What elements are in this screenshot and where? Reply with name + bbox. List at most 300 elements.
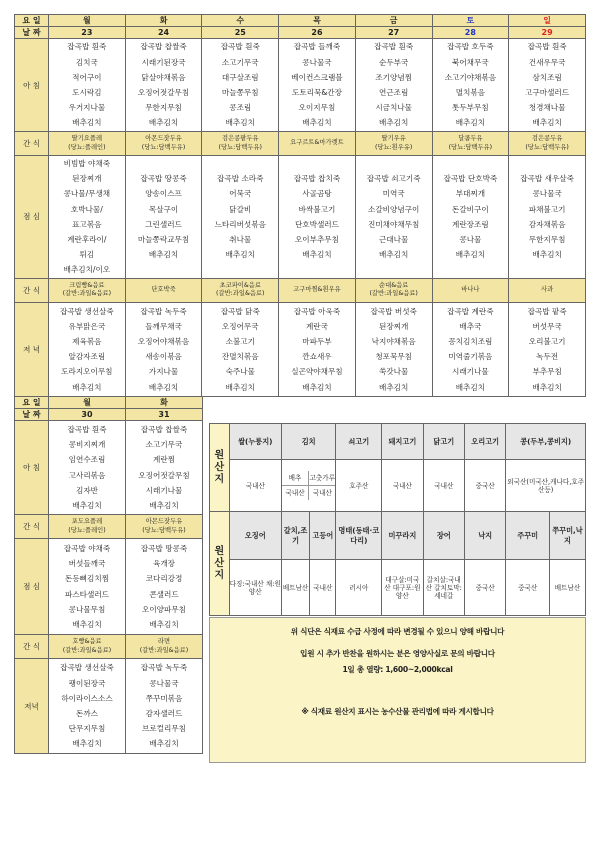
menu-item: 마늘쫑락교무침 (137, 235, 190, 245)
menu-item: 순대&음료 (379, 281, 409, 289)
menu-item: 단호박샐러드 (294, 219, 339, 229)
menu-item: 호박나물/ (70, 204, 103, 214)
menu-item: 잡곡밥 호두죽 (447, 42, 494, 52)
menu-item: 진미채야채무침 (367, 219, 420, 229)
menu-item: 미역국 (382, 189, 405, 199)
menu-item: 오징어무국 (221, 321, 259, 331)
meal-label: 간 식 (15, 635, 49, 659)
meal-row (15, 421, 203, 515)
menu-item: 배추김치 (149, 739, 179, 749)
menu-item: 딸기요플레 (71, 135, 103, 142)
menu-item: 부대찌개 (455, 189, 486, 199)
menu-item: 잡곡밥 생선살죽 (60, 663, 114, 673)
origin-head: 오징어 (229, 512, 281, 560)
menu-item: 고구마샐러드 (525, 88, 570, 97)
menu-item: 배추김치 (225, 250, 255, 260)
menu-item: 잡곡밥 찹치죽 (293, 174, 341, 184)
origin-head: 고등어 (310, 512, 336, 560)
meal-cell (202, 302, 279, 396)
day-cell: 월 (49, 15, 126, 27)
menu-item: 시래기나물 (452, 367, 489, 377)
snack-row (15, 278, 586, 302)
menu-item: 잡곡밥 소라죽 (217, 174, 264, 184)
menu-item: 콩나물국 (532, 189, 562, 199)
menu-item: 검은콩팥두유 (222, 135, 259, 142)
origin-value: 다징:국내산 채:원양산 (229, 560, 281, 616)
menu-item: 목살구이 (148, 204, 179, 214)
weekly-menu-table-2 (14, 396, 203, 754)
menu-item: 브로컬리무침 (141, 724, 186, 734)
day-header-label: 요 일 (15, 15, 49, 27)
menu-item: 도라지오이무침 (61, 367, 113, 377)
notice-box (209, 617, 586, 763)
menu-item: 콩나물 (459, 235, 482, 245)
meal-cell (125, 302, 202, 396)
origin-head: 콩(두부,콩비지) (506, 424, 586, 460)
menu-item: 임연수조림 (68, 455, 106, 465)
kimchi-sub: 국내산 (282, 486, 309, 500)
menu-item: 크림빵&음료 (69, 281, 105, 289)
menu-item: 초코파이&음료 (219, 281, 261, 289)
menu-item: 코다리강정 (145, 574, 183, 584)
menu-item: 실곤약야채무침 (291, 367, 343, 377)
menu-item: 잡곡밥 팥죽 (527, 306, 567, 316)
date-cell: 28 (432, 27, 509, 39)
date-row (15, 409, 203, 421)
origin-value: 대구살:미국산 대구포:원양산 (382, 560, 423, 616)
day-cell: 일 (509, 15, 586, 27)
menu-item: 잡곡밥 닭죽 (220, 306, 260, 316)
origin-head: 장어 (423, 512, 464, 560)
day-cell: 수 (202, 15, 279, 27)
snack-cell (432, 278, 509, 302)
menu-item: 배추김치 (72, 382, 102, 392)
menu-item: 검은콩두유 (531, 135, 563, 142)
menu-item: 적어구이 (72, 72, 102, 82)
menu-item: 배추김치 (378, 250, 409, 260)
menu-item: 계란후라이/ (67, 235, 107, 245)
menu-item: 무한지무침 (528, 235, 566, 245)
menu-item: 계란국 (305, 321, 328, 331)
meal-row (15, 39, 586, 132)
menu-item: 아몬드잣두유 (145, 518, 183, 525)
meal-cell (509, 39, 586, 132)
meal-cell (49, 302, 126, 396)
meal-cell (126, 421, 203, 515)
menu-item: 콩조림 (229, 103, 252, 113)
menu-item: 양송이스프 (145, 189, 182, 199)
snack-cell (202, 132, 279, 156)
menu-item: 팽이된장국 (68, 678, 106, 688)
menu-item: 잡곡밥 흰죽 (67, 424, 107, 434)
menu-item: 파스타샐러드 (64, 589, 109, 599)
menu-item: 버섯무국 (532, 321, 562, 331)
menu-item: 베이컨스크램블 (291, 72, 343, 82)
menu-item: 오징어젓갈무침 (138, 470, 190, 480)
snack-cell (279, 278, 356, 302)
menu-item: 꽁치김치조림 (448, 336, 493, 346)
origin-value: 국내산 (423, 460, 464, 512)
origin-head: 오리고기 (464, 424, 505, 460)
menu-item: (당뇨:담백두유) (142, 526, 186, 534)
menu-body (15, 421, 203, 754)
meal-row (15, 302, 586, 396)
origin-head: 돼지고기 (382, 424, 423, 460)
menu-item: 잡곡밥 계란죽 (447, 306, 494, 316)
meal-cell (126, 659, 203, 754)
snack-cell (125, 132, 202, 156)
menu-item: (갈반:과일&음료) (369, 290, 418, 298)
menu-item: 아몬드잣두유 (145, 135, 182, 142)
meal-label: 저 녁 (15, 302, 49, 396)
origin-value: 베트남산 (549, 560, 585, 616)
menu-item: 마파두부 (302, 336, 332, 346)
menu-item: 시금치나물 (375, 103, 412, 113)
menu-item: 제육볶음 (72, 336, 102, 346)
menu-item: 된장찌개 (72, 174, 102, 184)
menu-item: 오이부추무침 (294, 235, 339, 245)
menu-item: 잡곡밥 생선살죽 (59, 306, 114, 316)
meal-label: 아 침 (15, 421, 49, 515)
menu-item: (당뇨:플레인) (68, 526, 106, 534)
origin-header-row-1 (210, 424, 586, 460)
menu-item: 배추김치 (149, 619, 179, 629)
menu-item: 멸치볶음 (455, 88, 486, 97)
menu-item: 배추김치 (455, 382, 486, 392)
menu-item: 새송이볶음 (145, 352, 182, 362)
menu-item: 고구마찜&흰우유 (293, 285, 341, 293)
menu-item: 배추김치 (225, 382, 255, 392)
snack-cell (509, 278, 586, 302)
snack-cell (49, 515, 126, 539)
menu-item: 배추김치 (532, 250, 562, 260)
snack-cell (49, 635, 126, 659)
meal-label: 저녁 (15, 659, 49, 754)
menu-item: 사과 (541, 285, 554, 293)
menu-item: 바나나 (461, 285, 480, 293)
menu-item: 잡곡밥 흰죽 (67, 42, 107, 52)
day-cell: 화 (125, 15, 202, 27)
menu-item: 배추김치 (72, 739, 102, 749)
origin-value: 베트남산 (281, 560, 309, 616)
meal-cell (279, 302, 356, 396)
meal-label: 간 식 (15, 278, 49, 302)
menu-item: 호빵&음료 (72, 638, 102, 645)
menu-item: 알감자조림 (68, 352, 106, 362)
menu-item: 비빔밥 야채죽 (63, 159, 111, 168)
snack-cell (279, 132, 356, 156)
notice-line: ※ 식재료 원산지 표시는 농수산물 관리법에 따라 게시합니다 (301, 707, 494, 716)
meal-cell (432, 39, 509, 132)
menu-item: 잡곡밥 단호박죽 (443, 174, 498, 184)
menu-item: 하이라이스소스 (61, 693, 113, 703)
day-cell: 금 (355, 15, 432, 27)
day-cell: 토 (432, 15, 509, 27)
snack-cell (355, 132, 432, 156)
origin-head: 갈치,조기 (281, 512, 309, 560)
meal-cell (202, 39, 279, 132)
day-row (15, 15, 586, 27)
menu-item: 취나물 (229, 235, 252, 245)
meal-label: 점 심 (15, 156, 49, 279)
meal-cell (49, 156, 126, 279)
origin-head: 명태(동태·코다리) (336, 512, 382, 560)
menu-item: 표고볶음 (72, 219, 102, 229)
menu-item: 배추김치 (148, 118, 179, 128)
menu-item: 닭갈비 (229, 204, 252, 214)
menu-item: (당뇨:담백두유) (218, 143, 263, 151)
menu-item: 낙지야채볶음 (371, 336, 416, 346)
menu-item: 김자반 (75, 485, 98, 495)
meal-label: 점 심 (15, 539, 49, 635)
menu-item: 배추김치 (455, 250, 486, 260)
kimchi-sub: 배추 (282, 471, 309, 485)
menu-item: 소고기무국 (221, 57, 259, 67)
menu-item: 북어채무국 (452, 57, 489, 67)
origin-value: 러시아 (336, 560, 382, 616)
menu-item: 배추김치 (378, 118, 409, 128)
menu-item: 조기양념찜 (375, 72, 412, 82)
kimchi-sub: 국내산 (312, 489, 332, 497)
menu-item: (갈반:과일&음료) (62, 290, 112, 298)
origin-head: 쌀(누룽지) (229, 424, 281, 460)
snack-cell (202, 278, 279, 302)
day-row (15, 397, 203, 409)
menu-item: 배추김치 (72, 619, 102, 629)
menu-item: 우거지나물 (68, 103, 106, 113)
meal-cell (432, 302, 509, 396)
menu-item: (갈반:과일&음료) (216, 290, 265, 298)
menu-item: 소고기무국 (145, 440, 183, 450)
menu-item: 소갈비양념구이 (367, 204, 420, 214)
meal-cell (355, 39, 432, 132)
menu-item: 소불고기 (225, 336, 255, 346)
menu-item: 잔멸치볶음 (221, 352, 259, 362)
meal-cell (49, 421, 126, 515)
menu-item: (당뇨:담백두유) (141, 143, 186, 151)
menu-item: 잡곡밥 버섯죽 (370, 306, 417, 316)
day-cell: 화 (126, 397, 203, 409)
menu-item: 콩나물국 (149, 678, 179, 688)
date-cell: 30 (49, 409, 126, 421)
menu-item: 돈까스 (75, 709, 98, 718)
origin-value: 갈치살:국내산 갈치토막:세네갈 (423, 560, 464, 616)
menu-item: 청경채나물 (528, 103, 566, 113)
origin-value: 중국산 (506, 560, 550, 616)
menu-item: (갈반:과일&음료) (139, 646, 189, 654)
day-header-label: 요 일 (15, 397, 49, 409)
menu-item: 감자샐러드 (145, 709, 183, 718)
menu-item: 요구르트&마가렛트 (290, 139, 344, 147)
menu-item: (당뇨:담백두유) (448, 143, 493, 151)
origin-header-row-2 (210, 512, 586, 560)
origin-value: 호주산 (336, 460, 382, 512)
origin-table (209, 423, 586, 616)
menu-item: 어묵국 (229, 189, 252, 199)
menu-item: 숙주나물 (225, 367, 255, 377)
origin-head: 쭈꾸미,낙지 (549, 512, 585, 560)
snack-cell (49, 278, 126, 302)
meal-label: 간 식 (15, 132, 49, 156)
menu-item: 근대나물 (378, 235, 409, 245)
snack-cell (126, 635, 203, 659)
menu-item: 배추김치 (302, 118, 332, 128)
meal-row (15, 539, 203, 635)
meal-cell (125, 39, 202, 132)
menu-item: 소고기야채볶음 (444, 72, 497, 82)
menu-item: 대구살조림 (221, 72, 259, 82)
menu-item: 돈갈비구이 (452, 204, 489, 214)
kimchi-cell (281, 460, 336, 512)
meal-label: 간 식 (15, 515, 49, 539)
menu-item: 잡곡밥 아욱죽 (293, 306, 341, 316)
snack-row (15, 515, 203, 539)
menu-item: 유부맑은국 (68, 321, 106, 331)
menu-item: 잡곡밥 땅콩죽 (140, 543, 188, 553)
menu-item: 무한지무침 (145, 103, 182, 113)
origin-value-row-1 (210, 460, 586, 512)
menu-item: 부추무침 (532, 367, 562, 377)
menu-item: 사골곰탕 (302, 189, 332, 199)
menu-item: 닭살야채볶음 (141, 72, 186, 82)
meal-cell (279, 39, 356, 132)
menu-item: 오리불고기 (528, 336, 566, 346)
menu-item: 잡곡밥 흰죽 (527, 42, 567, 52)
date-row (15, 27, 586, 39)
notice-line: 위 식단은 식재료 수급 사정에 따라 변경될 수 있으니 양해 바랍니다 (290, 627, 505, 636)
menu-item: 배추김치 (148, 250, 179, 260)
menu-item: 삼치조림 (532, 72, 562, 82)
menu-item: 파채불고기 (528, 204, 566, 214)
menu-item: 배추김치 (72, 118, 102, 128)
menu-item: (당뇨:흰우유) (374, 143, 413, 151)
menu-item: 쭈꾸미볶음 (145, 693, 183, 703)
menu-item: 도시락김 (72, 88, 102, 97)
menu-item: 계란장조림 (452, 219, 489, 229)
menu-item: 배추김치/이오 (63, 265, 111, 275)
menu-item: 콘샐러드 (149, 589, 179, 599)
menu-item: 잡곡밥 쇠고기죽 (366, 174, 421, 184)
meal-cell (355, 156, 432, 279)
day-cell: 월 (49, 397, 126, 409)
menu-item: 그린샐러드 (145, 219, 182, 229)
origin-head: 낙지 (464, 512, 505, 560)
menu-item: 느타리버섯볶음 (214, 219, 266, 229)
menu-item: 튀김 (79, 250, 95, 260)
menu-item: 김치국 (75, 57, 98, 67)
menu-item: 콩나물무침 (68, 604, 106, 614)
menu-item: 배추김치 (532, 118, 562, 128)
menu-item: 라면 (157, 638, 171, 645)
menu-item: 배추김치 (378, 382, 409, 392)
menu-item: 가지나물 (148, 367, 179, 377)
menu-item: 고사리볶음 (68, 470, 106, 480)
menu-item: 미역줄기볶음 (448, 352, 493, 362)
menu-item: 콩비지찌개 (68, 440, 106, 450)
menu-item: 시래기나물 (145, 485, 183, 495)
origin-head: 미꾸라지 (382, 512, 423, 560)
menu-item: 마늘쫑무침 (221, 88, 259, 97)
menu-item: 포도요플레 (71, 518, 103, 525)
date-cell: 31 (126, 409, 203, 421)
meal-cell (49, 539, 126, 635)
date-header-label: 날 짜 (15, 409, 49, 421)
meal-cell (509, 156, 586, 279)
meal-cell (279, 156, 356, 279)
origin-head: 주꾸미 (506, 512, 550, 560)
menu-item: 배추김치 (72, 500, 102, 510)
menu-item: 배추김치 (149, 500, 179, 510)
menu-item: 청포묵무침 (375, 352, 412, 362)
origin-value-row-2 (210, 560, 586, 616)
snack-cell (126, 515, 203, 539)
menu-item: 잡곡밥 찹쌀죽 (140, 42, 187, 52)
origin-side-label-1: 원산지 (210, 424, 230, 512)
snack-row (15, 132, 586, 156)
menu-item: 건새우무국 (528, 57, 566, 67)
menu-item: 딸기우유 (381, 135, 406, 142)
menu-item: 녹두전 (536, 352, 559, 362)
menu-item: (갈반:과일&음료) (62, 646, 112, 654)
menu-item: 돈등뼈김치찜 (64, 574, 109, 584)
menu-item: 잡곡밥 흰죽 (374, 42, 414, 52)
menu-item: 톳두부무침 (452, 103, 489, 113)
menu-item: 달콤두유 (458, 135, 483, 142)
menu-item: (당뇨:플레인) (68, 143, 106, 151)
menu-item: 바싹불고기 (298, 204, 336, 214)
menu-item: 잡곡밥 야채죽 (63, 543, 111, 553)
meal-cell (126, 539, 203, 635)
menu-item: 오이양파무침 (141, 604, 186, 614)
date-cell: 24 (125, 27, 202, 39)
menu-item: 배추김치 (532, 382, 562, 392)
meal-cell (509, 302, 586, 396)
meal-cell (202, 156, 279, 279)
origin-value: 국내산 (229, 460, 281, 512)
snack-cell (355, 278, 432, 302)
menu-item: 배추김치 (302, 250, 332, 260)
menu-item: 쑥갓나물 (378, 367, 409, 377)
menu-item: 순두부국 (378, 57, 409, 67)
meal-cell (49, 39, 126, 132)
menu-item: 잡곡밥 찹쌀죽 (140, 424, 188, 434)
menu-item: 잡곡밥 녹두죽 (140, 306, 187, 316)
menu-item: 도토리묵&간장 (291, 88, 342, 97)
menu-item: 오징어젓갈무침 (137, 88, 190, 97)
date-cell: 25 (202, 27, 279, 39)
date-header-label: 날 짜 (15, 27, 49, 39)
snack-cell (49, 132, 126, 156)
menu-item: 계란찜 (152, 455, 175, 465)
menu-item: 감자채볶음 (528, 219, 566, 229)
origin-value: 중국산 (464, 560, 505, 616)
menu-item: 잡곡밥 들깨죽 (293, 42, 341, 52)
menu-item: 잡곡밥 땅콩죽 (140, 174, 187, 184)
origin-head: 김치 (281, 424, 336, 460)
menu-body (15, 39, 586, 397)
meal-row (15, 659, 203, 754)
origin-value: 국내산 (382, 460, 423, 512)
menu-item: 들깨무채국 (145, 321, 182, 331)
date-cell: 29 (509, 27, 586, 39)
origin-side-label-2: 원산지 (210, 512, 230, 616)
menu-item: 육개장 (152, 559, 175, 569)
date-cell: 23 (49, 27, 126, 39)
snack-cell (432, 132, 509, 156)
meal-cell (49, 659, 126, 754)
origin-value: 중국산 (464, 460, 505, 512)
menu-item: 배추김치 (302, 382, 332, 392)
